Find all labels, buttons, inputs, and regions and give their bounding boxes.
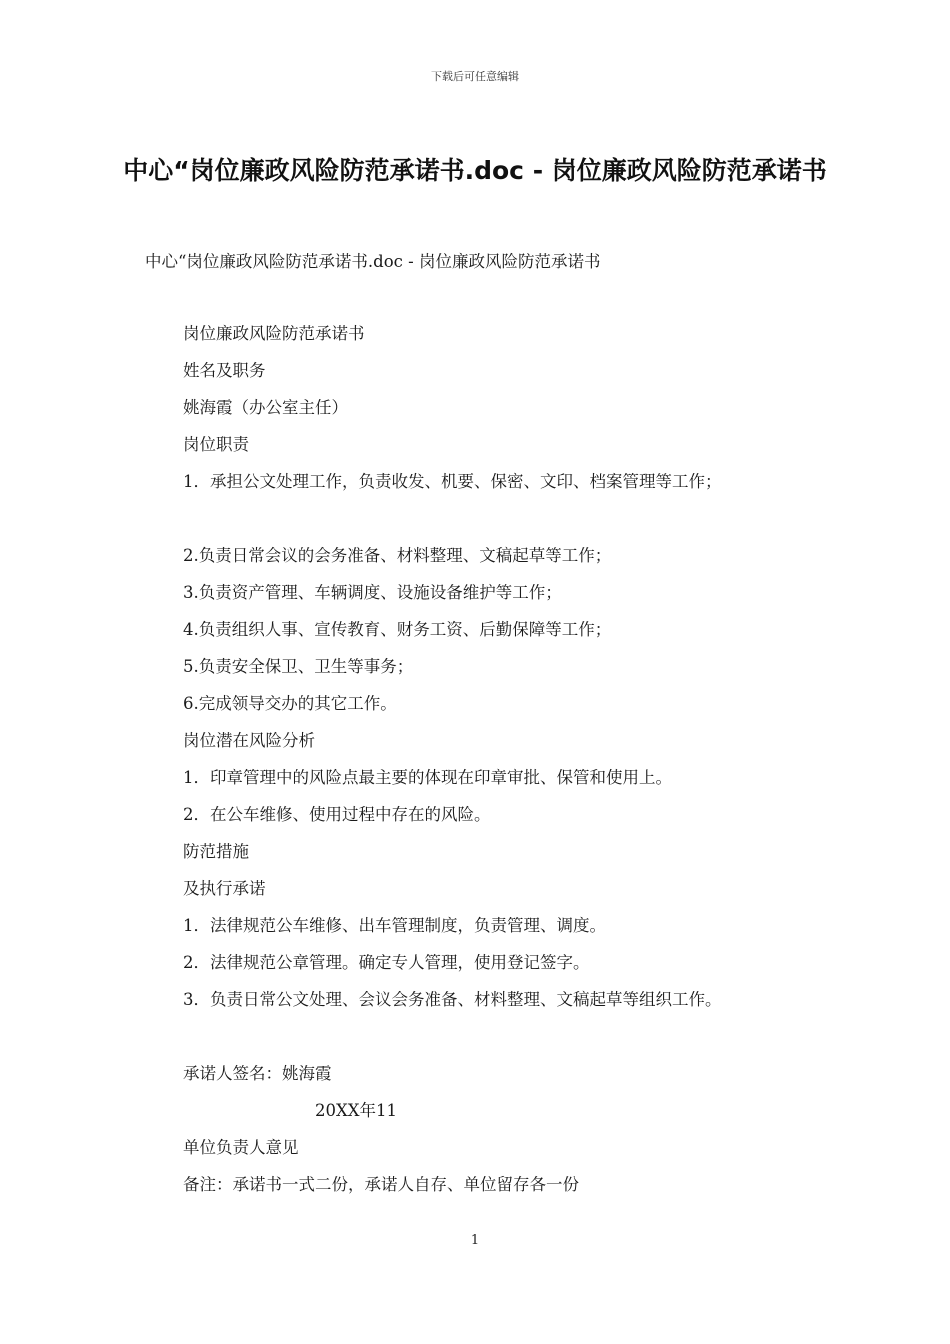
measure-item: 2．法律规范公章管理。确定专人管理，使用登记签字。 — [183, 953, 590, 972]
risk-item: 2．在公车维修、使用过程中存在的风险。 — [183, 805, 491, 824]
name-label: 姓名及职务 — [183, 361, 266, 380]
name-value: 姚海霞（办公室主任） — [183, 398, 348, 417]
unit-opinion-label: 单位负责人意见 — [183, 1138, 299, 1157]
duty-item: 4.负责组织人事、宣传教育、财务工资、后勤保障等工作； — [183, 620, 612, 639]
duty-item: 1．承担公文处理工作，负责收发、机要、保密、文印、档案管理等工作； — [183, 472, 722, 491]
measures-label-continued: 及执行承诺 — [183, 879, 266, 898]
measure-item: 1．法律规范公车维修、出车管理制度，负责管理、调度。 — [183, 916, 606, 935]
document-body — [183, 322, 823, 1210]
spacer — [183, 1025, 823, 1062]
spacer — [183, 507, 823, 544]
page-number: 1 — [470, 1233, 480, 1248]
note-line: 备注：承诺书一式二份，承诺人自存、单位留存各一份 — [183, 1175, 579, 1194]
duty-item: 3.负责资产管理、车辆调度、设施设备维护等工作； — [183, 583, 562, 602]
risk-item: 1．印章管理中的风险点最主要的体现在印章审批、保管和使用上。 — [183, 768, 672, 787]
duties-label: 岗位职责 — [183, 435, 249, 454]
header-note: 下载后可任意编辑 — [431, 70, 519, 83]
signature-line: 承诺人签名：姚海霞 — [183, 1064, 332, 1083]
risk-label: 岗位潜在风险分析 — [183, 731, 315, 750]
duty-item: 6.完成领导交办的其它工作。 — [183, 694, 397, 713]
measure-item: 3．负责日常公文处理、会议会务准备、材料整理、文稿起草等组织工作。 — [183, 990, 722, 1009]
doc-heading: 岗位廉政风险防范承诺书 — [183, 324, 365, 343]
date-line: 20XX年11 — [315, 1101, 397, 1120]
document-subtitle: 中心“岗位廉政风险防范承诺书.doc - 岗位廉政风险防范承诺书 — [145, 252, 601, 271]
duty-item: 2.负责日常会议的会务准备、材料整理、文稿起草等工作； — [183, 546, 612, 565]
measures-label: 防范措施 — [183, 842, 249, 861]
document-title: 中心“岗位廉政风险防范承诺书.doc - 岗位廉政风险防范承诺书 — [123, 156, 827, 185]
duty-item: 5.负责安全保卫、卫生等事务； — [183, 657, 414, 676]
